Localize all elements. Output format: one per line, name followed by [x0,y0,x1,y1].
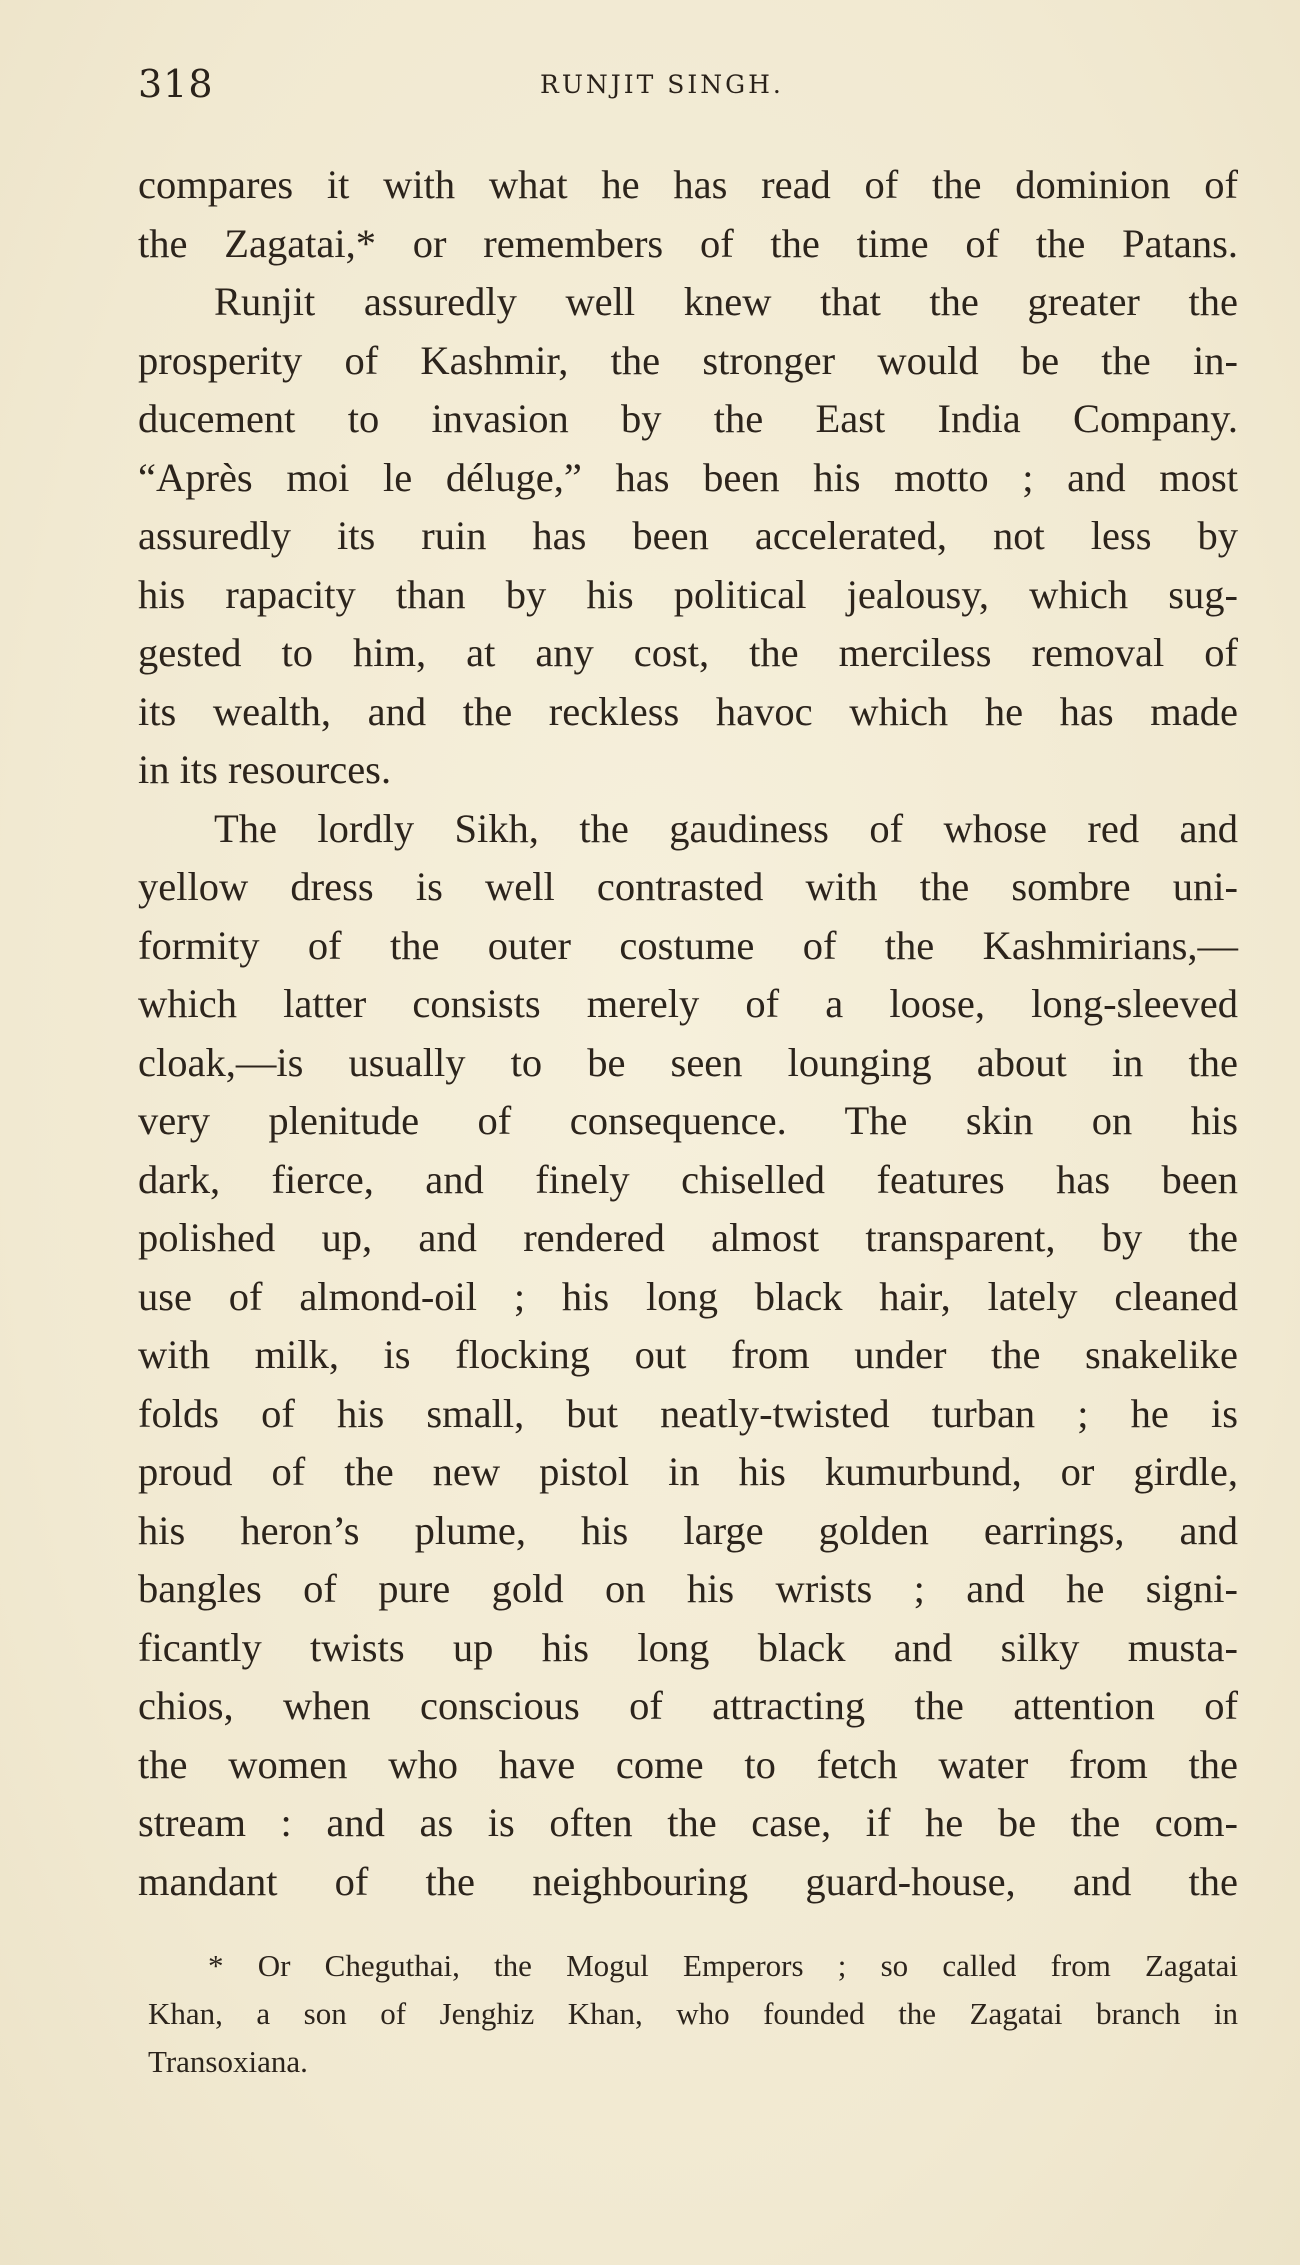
text-line: ducement to invasion by the East India Company. [138,396,1238,441]
text-line: stream : and as is often the case, if he be the com- [138,1800,1238,1845]
text-line: use of almond-oil ; his long black hair, lately cleaned [138,1273,1238,1319]
text-line: bangles of pure gold on his wrists ; and he signi- [138,1566,1238,1611]
running-head: RUNJIT SINGH. [540,70,784,99]
text-line: the women who have come to fetch water from the [138,1741,1238,1787]
text-line: his heron’s plume, his large golden earrings, and [138,1507,1238,1553]
text-line: compares it with what he has read of the dominion of [138,162,1238,207]
text-line: gested to him, at any cost, the merciless removal of [138,630,1238,675]
text-line: cloak,—is usually to be seen lounging about in the [138,1039,1238,1085]
text-line: its wealth, and the reckless havoc which he has made [138,688,1238,734]
text-line: yellow dress is well contrasted with the sombre uni- [138,864,1238,909]
text-line: with milk, is flocking out from under the snakelike [138,1332,1238,1377]
footnote [148,1942,1238,2086]
footnote-line: * Or Cheguthai, the Mogul Emperors ; so called from Zagatai [208,1948,1238,1983]
text-line: prosperity of Kashmir, the stronger would be the in- [138,337,1238,383]
text-line: very plenitude of consequence. The skin on his [138,1098,1238,1143]
page-number: 318 [138,62,214,106]
text-line: assuredly its ruin has been accelerated, not less by [138,513,1238,558]
text-line: folds of his small, but neatly-twisted turban ; he is [138,1390,1238,1436]
text-line: proud of the new pistol in his kumurbund, or girdle, [138,1449,1238,1494]
text-line: ficantly twists up his long black and silky musta- [138,1624,1238,1670]
text-line: Runjit assuredly well knew that the greater the [214,279,1238,324]
text-line: in its resources. [138,747,392,792]
text-line: dark, fierce, and finely chiselled features has been [138,1156,1238,1202]
footnote-line: Transoxiana. [148,2044,308,2079]
text-line: the Zagatai,* or remembers of the time of the Patans. [138,220,1238,266]
body-text [138,156,1238,1911]
text-line: “Après moi le déluge,” has been his motto ; and most [138,454,1238,500]
text-line: chios, when conscious of attracting the attention of [138,1683,1238,1728]
footnote-line: Khan, a son of Jenghiz Khan, who founded the Zagatai branch in [148,1996,1238,2031]
text-line: The lordly Sikh, the gaudiness of whose red and [214,805,1238,851]
text-line: his rapacity than by his political jealousy, which sug- [138,571,1238,617]
text-line: which latter consists merely of a loose, long-sleeved [138,981,1238,1026]
text-line: mandant of the neighbouring guard-house, and the [138,1858,1238,1904]
text-line: polished up, and rendered almost transparent, by the [138,1215,1238,1260]
page-header [138,62,1238,122]
text-line: formity of the outer costume of the Kashmirians,— [138,922,1238,968]
